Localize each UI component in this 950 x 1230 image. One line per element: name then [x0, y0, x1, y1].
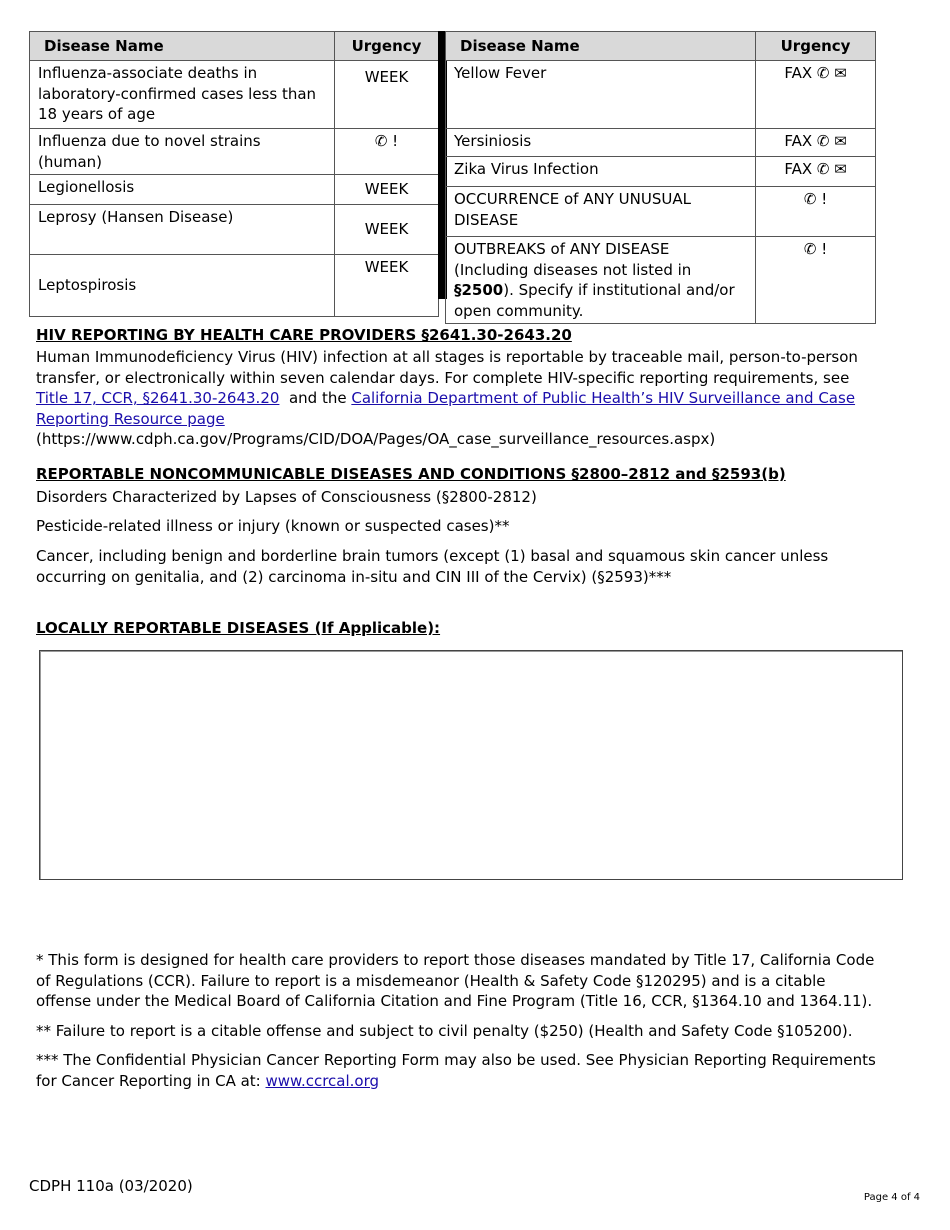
footnote-2: ** Failure to report is a citable offense and subject to civil penalty ($250) (Health and Safety Code §105200). [36, 1022, 853, 1040]
footnote-3 [36, 1050, 876, 1091]
hiv-text-3: (https://www.cdph.ca.gov/Programs/CID/DOA/Pages/OA_case_surveillance_resources.aspx) [36, 430, 716, 448]
disease-name-cell: Leptospirosis [30, 255, 335, 317]
outbreaks-text-part1: OUTBREAKS of ANY DISEASE (Including diseases not listed in [454, 240, 692, 279]
table-row [30, 175, 439, 205]
urgency-cell: FAX ✆ ✉ [756, 61, 876, 129]
urgency-cell: WEEK [335, 175, 439, 205]
table-row [30, 129, 439, 175]
urgency-cell: WEEK [335, 205, 439, 255]
hiv-paragraph [36, 347, 876, 450]
column-header-urgency: Urgency [335, 32, 439, 61]
column-header-disease-name: Disease Name [30, 32, 335, 61]
disease-table-left [29, 31, 439, 317]
outbreaks-text-bold: §2500 [454, 281, 504, 299]
table-row [446, 157, 876, 187]
cdph-hiv-resource-link[interactable]: California Department of Public Health’s HIV Surveillance and Case Reporting Resource page [36, 389, 856, 428]
disease-table-right [445, 31, 876, 324]
urgency-cell: WEEK [335, 255, 439, 317]
urgency-cell: ✆ ! [756, 237, 876, 324]
local-diseases-heading: LOCALLY REPORTABLE DISEASES (If Applicable): [36, 619, 441, 637]
table-row [30, 255, 439, 317]
local-diseases-input-box[interactable] [39, 650, 903, 880]
disease-name-cell [446, 237, 756, 324]
disease-name-cell: Leprosy (Hansen Disease) [30, 205, 335, 255]
table-header-row [446, 32, 876, 61]
noncommunicable-item-2: Pesticide-related illness or injury (known or suspected cases)** [36, 517, 510, 535]
table-header-row [30, 32, 439, 61]
table-row [30, 61, 439, 129]
urgency-cell: WEEK [335, 61, 439, 129]
footnote-1: * This form is designed for health care providers to report those diseases mandated by Title 17, California Code of Regulations (CCR). Failure to report is a misdemeanor (Health & Safety Code §120295) and is a citable offense under the Medical Board of California Citation and Fine Program (Title 16, CCR, §1364.10 and 1364.11). [36, 951, 875, 1010]
disease-name-cell: Yersiniosis [446, 129, 756, 157]
hiv-heading: HIV REPORTING BY HEALTH CARE PROVIDERS §2641.30-2643.20 [36, 326, 572, 344]
outbreaks-text-part2: ). Specify if institutional and/or open community. [454, 281, 735, 320]
table-row [446, 129, 876, 157]
disease-name-cell: Influenza due to novel strains (human) [30, 129, 335, 175]
column-header-disease-name: Disease Name [446, 32, 756, 61]
table-row [30, 205, 439, 255]
ccrcal-link[interactable]: www.ccrcal.org [265, 1071, 380, 1090]
disease-name-cell: Zika Virus Infection [446, 157, 756, 187]
urgency-cell: ✆ ! [756, 187, 876, 237]
table-row [446, 187, 876, 237]
title17-link[interactable]: Title 17, CCR, §2641.30-2643.20 [36, 389, 280, 407]
noncommunicable-heading: REPORTABLE NONCOMMUNICABLE DISEASES AND CONDITIONS §2800–2812 and §2593(b) [36, 465, 786, 483]
urgency-cell: FAX ✆ ✉ [756, 129, 876, 157]
footnote-3-text: *** The Confidential Physician Cancer Reporting Form may also be used. See Physician Reporting Requirements for Cancer Reporting in CA at: [36, 1051, 876, 1090]
hiv-text-1: Human Immunodeficiency Virus (HIV) infection at all stages is reportable by traceable mail, person-to-person transfer, or electronically within seven calendar days. For complete HIV-specific reporting requirements, see [36, 348, 858, 387]
form-id: CDPH 110a (03/2020) [29, 1177, 193, 1195]
disease-name-cell: OCCURRENCE of ANY UNUSUAL DISEASE [446, 187, 756, 237]
urgency-cell: ✆ ! [335, 129, 439, 175]
column-header-urgency: Urgency [756, 32, 876, 61]
disease-name-cell: Yellow Fever [446, 61, 756, 129]
disease-name-cell: Legionellosis [30, 175, 335, 205]
hiv-text-2: and the [279, 389, 352, 407]
table-row [446, 61, 876, 129]
page-number: Page 4 of 4 [863, 1192, 920, 1203]
urgency-cell: FAX ✆ ✉ [756, 157, 876, 187]
table-row [446, 237, 876, 324]
disease-name-cell: Influenza-associate deaths in laboratory-confirmed cases less than 18 years of age [30, 61, 335, 129]
noncommunicable-item-3: Cancer, including benign and borderline brain tumors (except (1) basal and squamous skin cancer unless occurring on genitalia, and (2) carcinoma in-situ and CIN III of the Cervix) (§2593)*** [36, 547, 829, 586]
noncommunicable-item-1: Disorders Characterized by Lapses of Consciousness (§2800-2812) [36, 488, 537, 506]
